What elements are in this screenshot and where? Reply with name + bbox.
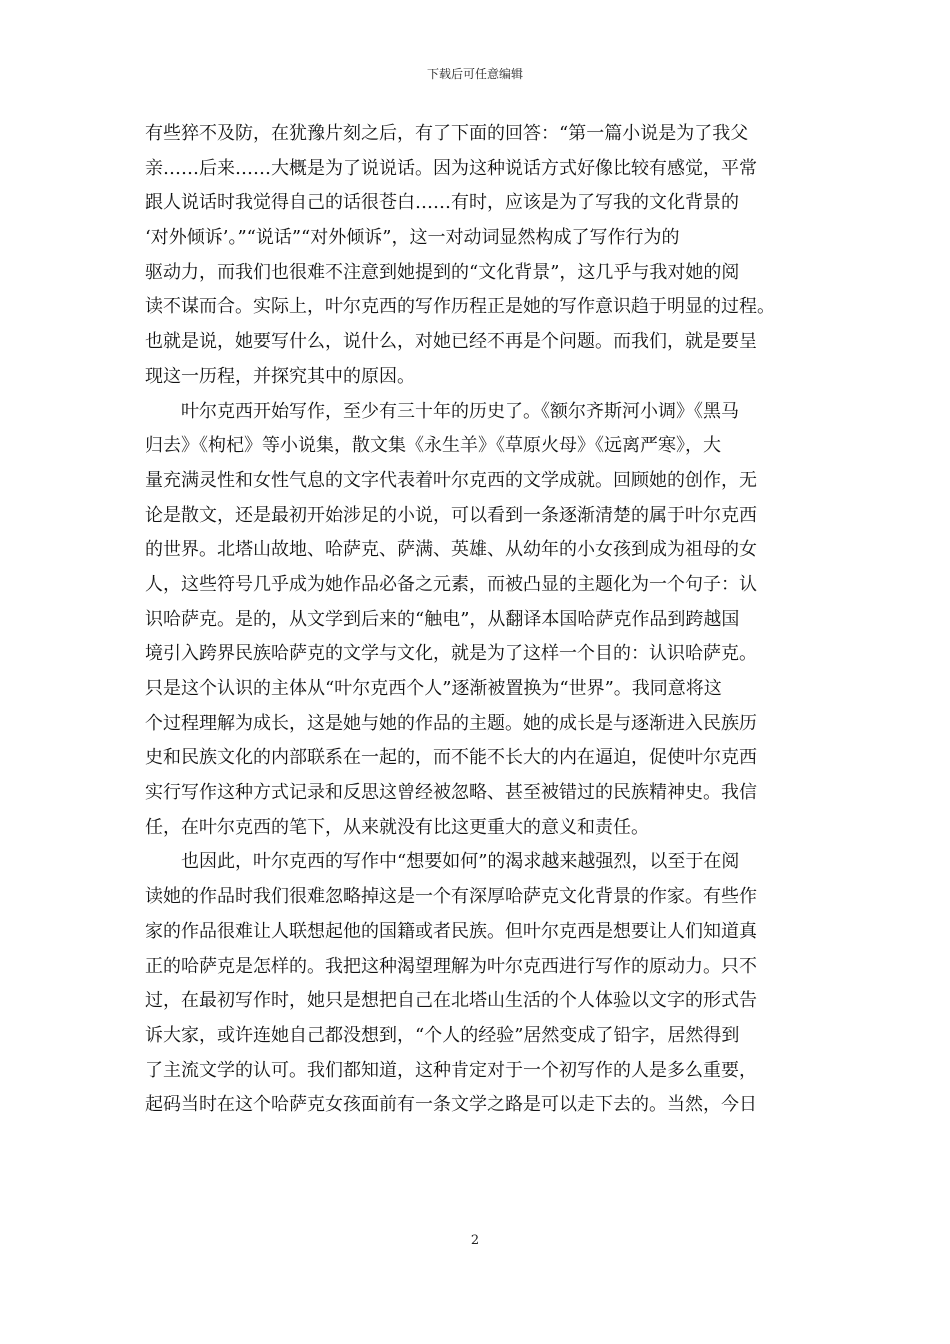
text-line: 正的哈萨克是怎样的。我把这种渴望理解为叶尔克西进行写作的原动力。只不 xyxy=(145,955,757,977)
text-line: 现这一历程，并探究其中的原因。 xyxy=(145,365,415,387)
text-line: 有些猝不及防，在犹豫片刻之后，有了下面的回答：“第一篇小说是为了我父 xyxy=(145,123,749,144)
text-line: 读不谋而合。实际上，叶尔克西的写作历程正是她的写作意识趋于明显的过程。 xyxy=(145,296,775,318)
text-line: 家的作品很难让人联想起他的国籍或者民族。但叶尔克西是想要让人们知道真 xyxy=(145,920,757,942)
text-line: 过，在最初写作时，她只是想把自己在北塔山生活的个人体验以文字的形式告 xyxy=(145,990,757,1012)
text-line: 识哈萨克。是的，从文学到后来的“触电”，从翻译本国哈萨克作品到跨越国 xyxy=(145,608,740,630)
text-line: 实行写作这种方式记录和反思这曾经被忽略、甚至被错过的民族精神史。我信 xyxy=(145,782,757,804)
text-line: 境引入跨界民族哈萨克的文学与文化，就是为了这样一个目的：认识哈萨克。 xyxy=(145,643,757,665)
page-header: 下载后可任意编辑 xyxy=(426,67,523,81)
text-line: ‘对外倾诉’。”“说话”“对外倾诉”，这一对动词显然构成了写作行为的 xyxy=(145,227,680,249)
text-line: 驱动力，而我们也很难不注意到她提到的“文化背景”，这几乎与我对她的阅 xyxy=(145,261,740,283)
paragraph-start-line: 也因此，叶尔克西的写作中“想要如何”的渴求越来越强烈，以至于在阅 xyxy=(181,851,740,873)
text-line: 只是这个认识的主体从“叶尔克西个人”逐渐被置换为“世界”。我同意将这 xyxy=(145,678,722,699)
text-line: 的世界。北塔山故地、哈萨克、萨满、英雄、从幼年的小女孩到成为祖母的女 xyxy=(145,539,757,561)
text-line: 个过程理解为成长，这是她与她的作品的主题。她的成长是与逐渐进入民族历 xyxy=(145,712,757,734)
text-line: 量充满灵性和女性气息的文字代表着叶尔克西的文学成就。回顾她的创作，无 xyxy=(145,469,757,491)
text-line: 跟人说话时我觉得自己的话很苍白……有时，应该是为了写我的文化背景的 xyxy=(145,192,739,214)
text-line: 了主流文学的认可。我们都知道，这种肯定对于一个初写作的人是多么重要， xyxy=(145,1059,757,1081)
text-line: 读她的作品时我们很难忽略掉这是一个有深厚哈萨克文化背景的作家。有些作 xyxy=(145,886,757,908)
text-line: 任，在叶尔克西的笔下，从来就没有比这更重大的意义和责任。 xyxy=(145,816,649,838)
text-line: 论是散文，还是最初开始涉足的小说，可以看到一条逐渐清楚的属于叶尔克西 xyxy=(145,504,757,526)
text-line: 也就是说，她要写什么，说什么，对她已经不再是个问题。而我们，就是要呈 xyxy=(145,331,757,353)
text-line: 归去》《枸杞》等小说集，散文集《永生羊》《草原火母》《远离严寒》，大 xyxy=(145,435,721,457)
page-number: 2 xyxy=(470,1233,480,1248)
text-line: 起码当时在这个哈萨克女孩面前有一条文学之路是可以走下去的。当然，今日 xyxy=(145,1094,757,1116)
text-line: 史和民族文化的内部联系在一起的，而不能不长大的内在逼迫，促使叶尔克西 xyxy=(145,747,757,769)
paragraph-start-line: 叶尔克西开始写作，至少有三十年的历史了。《额尔齐斯河小调》《黑马 xyxy=(181,400,739,422)
text-line: 亲……后来……大概是为了说说话。因为这种说话方式好像比较有感觉，平常 xyxy=(145,157,757,179)
text-line: 人，这些符号几乎成为她作品必备之元素，而被凸显的主题化为一个句子：认 xyxy=(145,573,757,595)
document-body xyxy=(145,117,805,1123)
text-line: 诉大家，或许连她自己都没想到，“个人的经验”居然变成了铅字，居然得到 xyxy=(145,1024,740,1046)
